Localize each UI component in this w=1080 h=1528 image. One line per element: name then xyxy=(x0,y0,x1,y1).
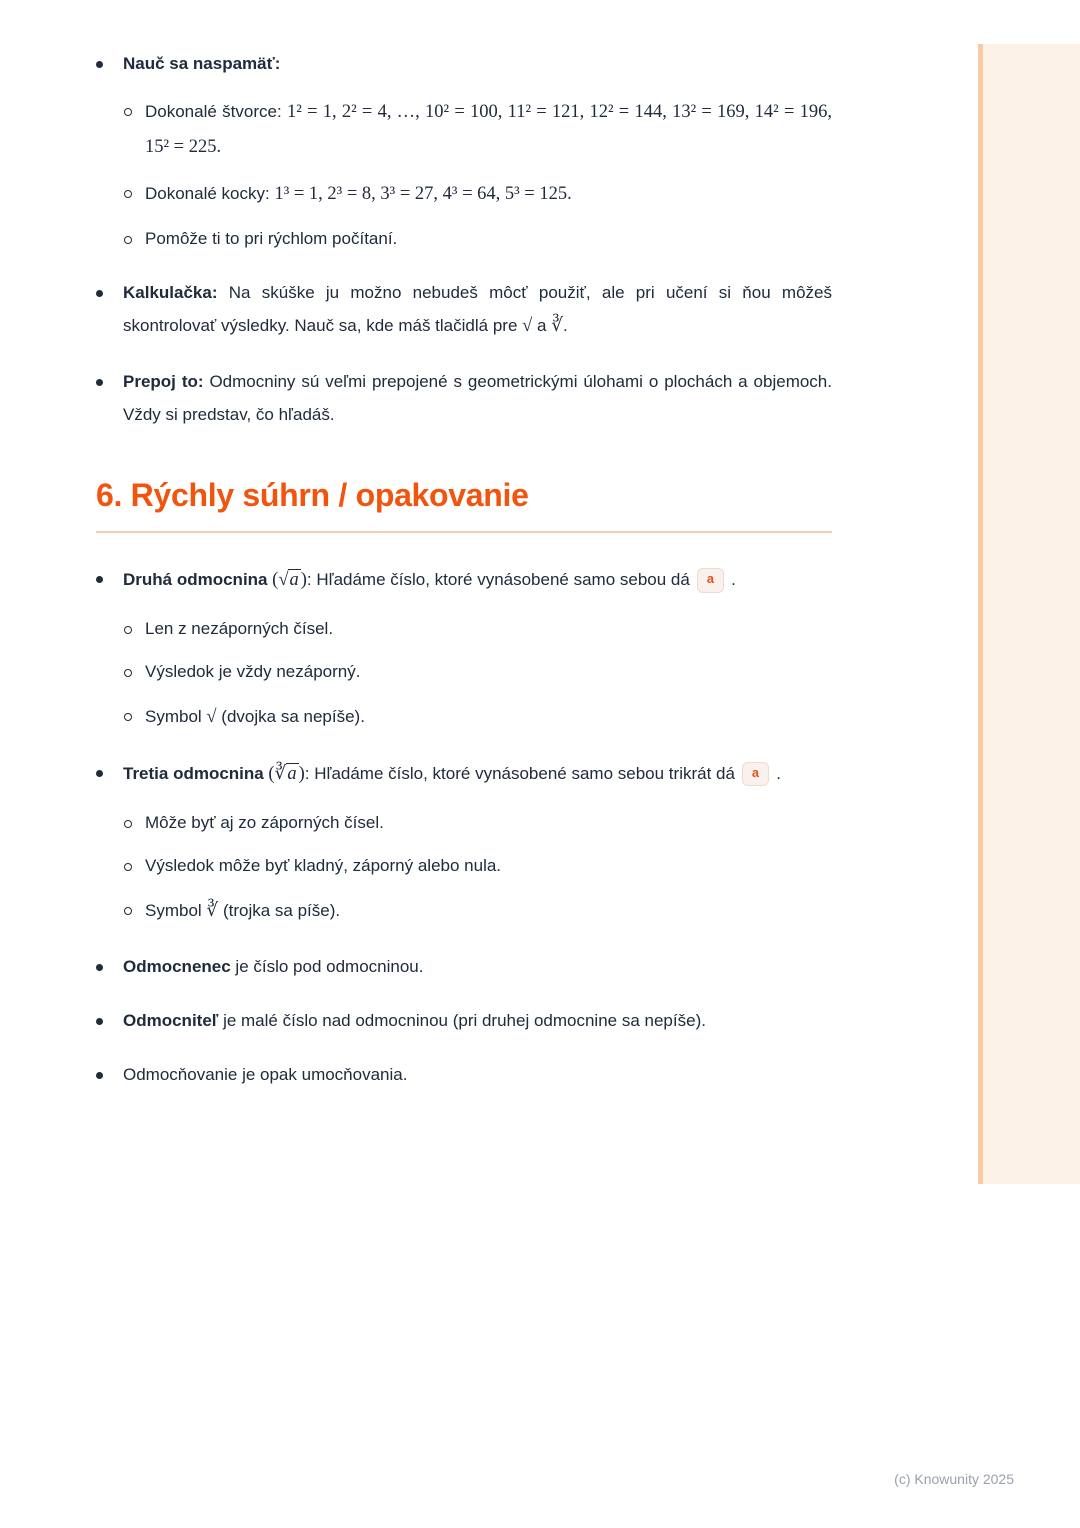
radical-icon: √ xyxy=(278,570,289,591)
list-item-square-root xyxy=(96,563,832,735)
sqrt-symbol: √ xyxy=(522,316,533,337)
calculator-period: . xyxy=(562,316,568,336)
document-content xyxy=(96,48,832,1114)
sub-item xyxy=(123,807,832,839)
calculator-title: Kalkulačka: xyxy=(123,283,218,303)
radicand-text: je číslo pod odmocninou. xyxy=(230,956,424,976)
bullet-icon xyxy=(96,563,123,735)
sub-item-body xyxy=(145,95,832,165)
squares-math: 1² = 1, 2² = 4, …, 10² = 100, 11² = 121, 12² = 144, 13² = 169, 14² = 196, 15² = 225. xyxy=(145,102,833,158)
inline-code-a: a xyxy=(742,762,770,787)
sub-item-body xyxy=(145,700,832,735)
sub-item-tip xyxy=(123,223,832,255)
circle-bullet-icon xyxy=(123,700,145,735)
cbrt-symbol: ∛ xyxy=(551,316,563,337)
symbol-label: Symbol xyxy=(145,900,207,920)
squares-label: Dokonalé štvorce: xyxy=(145,102,288,122)
sub-item-body: Pomôže ti to pri rýchlom počítaní. xyxy=(145,228,398,248)
cube-root-title: Tretia odmocnina xyxy=(123,763,264,783)
heading-divider xyxy=(96,531,832,533)
paren-open: ( xyxy=(263,763,275,784)
bullet-icon xyxy=(96,757,123,929)
list-item-body xyxy=(123,563,832,735)
inline-code-a: a xyxy=(697,568,725,593)
sub-item-symbol xyxy=(123,894,832,929)
list-item-body xyxy=(123,1005,832,1037)
section-heading: 6. Rýchly súhrn / opakovanie xyxy=(96,477,529,514)
copyright-footer: (c) Knowunity 2025 xyxy=(894,1471,1014,1488)
connect-title: Prepoj to: xyxy=(123,372,204,392)
list-item-cube-root xyxy=(96,757,832,929)
sub-item-body xyxy=(145,177,832,212)
page-edge-strip xyxy=(978,44,1080,1184)
paren-close: ) xyxy=(300,570,307,591)
bullet-icon xyxy=(96,277,123,344)
cube-root-text: : Hľadáme číslo, ktoré vynásobené samo sebou trikrát dá xyxy=(304,763,740,783)
list-item-radicand xyxy=(96,951,832,983)
summary-list xyxy=(96,563,832,1092)
bullet-icon xyxy=(96,1059,123,1091)
sub-item-symbol xyxy=(123,700,832,735)
list-item-calculator xyxy=(96,277,832,344)
circle-bullet-icon xyxy=(123,177,145,212)
calculator-and: a xyxy=(532,316,552,336)
connect-text: Odmocniny sú veľmi prepojené s geometrickými úlohami o plochách a objemoch. Vždy si predstav, čo hľadáš. xyxy=(123,372,832,424)
radicand-symbol: a xyxy=(287,763,297,784)
sub-item-squares xyxy=(123,95,832,165)
list-item-body xyxy=(123,48,832,255)
index-text: je malé číslo nad odmocninou (pri druhej odmocnine sa nepíše). xyxy=(218,1011,706,1031)
paren-open: ( xyxy=(267,570,279,591)
cubes-math: 1³ = 1, 2³ = 8, 3³ = 27, 4³ = 64, 5³ = 125. xyxy=(274,183,572,204)
sub-item-body: Môže byť aj zo záporných čísel. xyxy=(145,813,384,833)
bullet-icon xyxy=(96,951,123,983)
square-root-text: : Hľadáme číslo, ktoré vynásobené samo sebou dá xyxy=(306,570,695,590)
list-item-body xyxy=(123,366,832,431)
cube-radical-icon: ∛ xyxy=(274,763,287,784)
sub-item xyxy=(123,850,832,882)
radicand-title: Odmocnenec xyxy=(123,956,231,976)
sub-item xyxy=(123,613,832,645)
bullet-icon xyxy=(96,366,123,431)
memorize-title: Nauč sa naspamäť: xyxy=(123,54,281,73)
sub-item-body: Len z nezáporných čísel. xyxy=(145,619,334,639)
paren-close: ) xyxy=(298,763,305,784)
circle-bullet-icon xyxy=(123,894,145,929)
sub-item-cubes xyxy=(123,177,832,212)
sub-item xyxy=(123,656,832,688)
list-item-inverse xyxy=(96,1059,832,1091)
list-item-memorize xyxy=(96,48,832,255)
circle-bullet-icon xyxy=(123,656,145,688)
list-item-body xyxy=(123,757,832,929)
bullet-icon xyxy=(96,1005,123,1037)
list-item-body: Odmocňovanie je opak umocňovania. xyxy=(123,1065,408,1085)
square-root-title: Druhá odmocnina xyxy=(123,570,268,590)
list-item-body xyxy=(123,277,832,344)
index-title: Odmocniteľ xyxy=(123,1011,219,1031)
circle-bullet-icon xyxy=(123,223,145,255)
cubes-label: Dokonalé kocky: xyxy=(145,183,275,203)
circle-bullet-icon xyxy=(123,850,145,882)
sub-item-body xyxy=(145,894,832,929)
cube-radical-icon: ∛ xyxy=(206,900,219,921)
list-item-connect xyxy=(96,366,832,431)
symbol-note: (trojka sa píše). xyxy=(218,900,341,920)
square-root-period: . xyxy=(726,570,736,590)
symbol-note: (dvojka sa nepíše). xyxy=(216,706,365,726)
list-item-body xyxy=(123,951,832,983)
circle-bullet-icon xyxy=(123,807,145,839)
symbol-label: Symbol xyxy=(145,706,207,726)
memorize-sublist xyxy=(123,95,832,255)
circle-bullet-icon xyxy=(123,95,145,165)
circle-bullet-icon xyxy=(123,613,145,645)
radical-icon: √ xyxy=(206,706,217,727)
sub-item-body: Výsledok môže byť kladný, záporný alebo nula. xyxy=(145,856,502,876)
sub-item-body: Výsledok je vždy nezáporný. xyxy=(145,662,361,682)
cube-root-period: . xyxy=(771,763,781,783)
calculator-text: Na skúške ju možno nebudeš môcť použiť, ale pri učení si ňou môžeš skontrolovať výsledky. Nauč sa, kde máš tlačidlá pre xyxy=(123,283,832,336)
radicand-symbol: a xyxy=(289,570,299,591)
bullet-icon xyxy=(96,48,123,255)
cube-root-sublist xyxy=(123,807,832,929)
square-root-sublist xyxy=(123,613,832,735)
list-item-index xyxy=(96,1005,832,1037)
